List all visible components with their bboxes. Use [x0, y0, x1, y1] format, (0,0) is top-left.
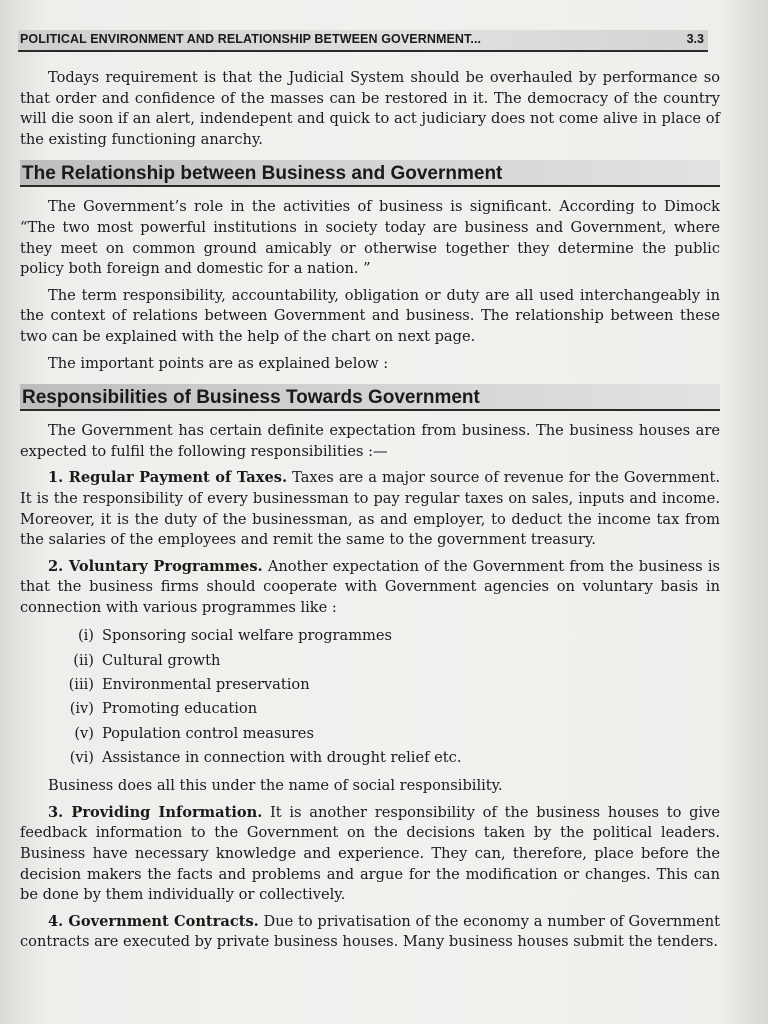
- item-information-text: It is another responsibility of the business houses to give feedback information to the Government on the decisions taken by the political leaders. Business have necessary knowledge and experience. They can, therefore, place before the decision makers the facts and problems and argue for the modification or changes. This can be done by them individually or collectively.: [20, 803, 721, 904]
- item-taxes: [20, 468, 720, 550]
- item-voluntary: [20, 557, 720, 619]
- intro-paragraph: Todays requirement is that the Judicial System should be overhauled by performance so that order and confidence of the masses can be restored in it. The democracy of the country will die soon if an alert, indendepent and quick to act judiciary does not come alive in place of the existing functioning anarchy.: [20, 69, 720, 148]
- list-item-text: Promoting education: [102, 700, 258, 718]
- item-taxes-text: Taxes are a major source of revenue for the Government. It is the responsibility of every businessman to pay regular taxes on sales, inputs and income. Moreover, it is the duty of the businessman, as and employer, to deduct the income tax from the salaries of the employees and remit the same to the government treasury.: [20, 469, 720, 549]
- list-item: [56, 697, 720, 721]
- item-voluntary-title: 2. Voluntary Programmes.: [48, 557, 263, 575]
- list-item-number: (iv): [69, 700, 94, 718]
- item-voluntary-text: Another expectation of the Government from the business is that the business firms should cooperate with Government agencies on voluntary basis in connection with various programmes like :: [20, 557, 720, 616]
- list-item-number: (i): [77, 627, 94, 645]
- points-paragraph: The important points are as explained below :: [48, 354, 389, 372]
- dimock-paragraph: The Government’s role in the activities of business is significant. According to Dimock “The two most powerful institutions in society today are business and Government, where they meet on common ground amicably or otherwise together they determine the public policy both foreign and domestic for a nation. ”: [20, 198, 720, 278]
- list-item: [56, 746, 720, 770]
- programmes-list: [56, 624, 720, 770]
- list-item-number: (iii): [68, 676, 94, 694]
- page-number: 3.3: [686, 32, 704, 46]
- list-item-number: (vi): [69, 748, 94, 766]
- running-title: POLITICAL ENVIRONMENT AND RELATIONSHIP BETWEEN GOVERNMENT...: [20, 32, 482, 46]
- section-heading-responsibilities: Responsibilities of Business Towards Government: [20, 384, 720, 411]
- list-item: [56, 673, 720, 697]
- social-responsibility-note: Business does all this under the name of social responsibility.: [48, 777, 503, 795]
- running-header: [18, 30, 708, 52]
- item-contracts-text: Due to privatisation of the economy a number of Government contracts are executed by private business houses. Many business houses submit the tenders.: [20, 912, 720, 951]
- list-item: [56, 649, 720, 673]
- item-contracts: [20, 912, 720, 953]
- list-item: [56, 624, 720, 648]
- list-item-text: Sponsoring social welfare programmes: [102, 627, 393, 645]
- list-item-text: Cultural growth: [102, 651, 221, 669]
- item-contracts-title: 4. Government Contracts.: [48, 912, 259, 930]
- list-item-number: (v): [74, 724, 94, 742]
- responsibilities-intro: The Government has certain definite expectation from business. The business houses are expected to fulfil the following responsibilities :—: [20, 422, 720, 460]
- list-item-text: Population control measures: [102, 724, 314, 742]
- item-information-title: 3. Providing Information.: [48, 803, 263, 821]
- item-taxes-title: 1. Regular Payment of Taxes.: [48, 469, 288, 487]
- terms-paragraph: The term responsibility, accountability, obligation or duty are all used interchangeably in the context of relations between Government and business. The relationship between these two can be explained with the help of the chart on next page.: [20, 286, 720, 345]
- list-item-number: (ii): [73, 651, 94, 669]
- list-item-text: Assistance in connection with drought relief etc.: [102, 748, 462, 766]
- section-heading-relationship: The Relationship between Business and Government: [20, 160, 720, 187]
- list-item: [56, 722, 720, 746]
- item-information: [20, 803, 720, 906]
- list-item-text: Environmental preservation: [102, 676, 310, 694]
- page-body: [20, 68, 720, 959]
